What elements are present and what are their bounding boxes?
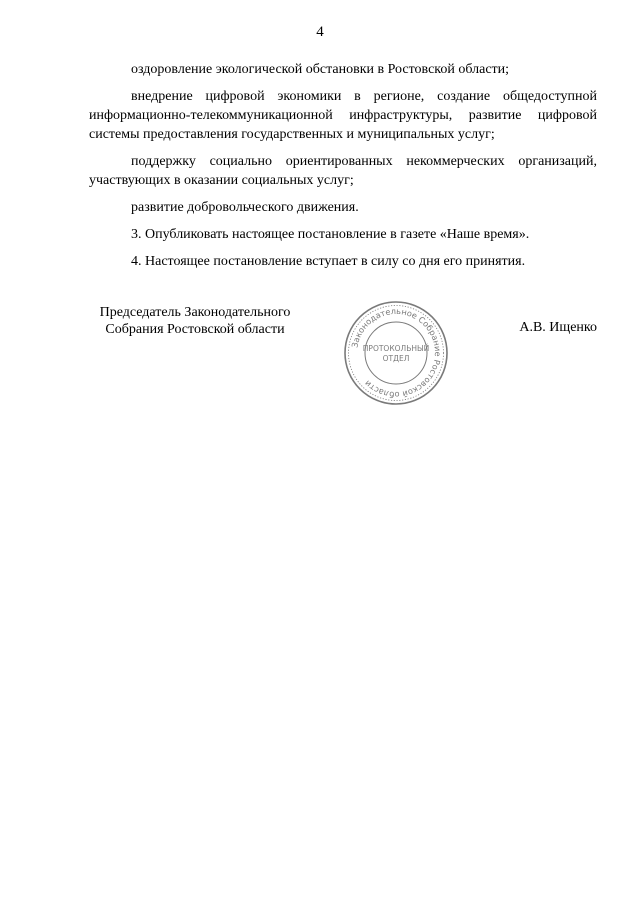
signer-title: [89, 304, 301, 338]
seal-ring-text: Законодательное Собрание Ростовской области: [349, 305, 444, 401]
signature-block: [89, 300, 597, 410]
seal-outer-ring: [345, 302, 447, 404]
signer-title-line-2: Собрания Ростовской области: [105, 322, 285, 337]
paragraph-nonprofit-support: поддержку социально ориентированных некоммерческих организаций, участвующих в оказании социальных услуг;: [89, 154, 597, 188]
seal-inner-ring: [362, 322, 430, 384]
paragraph-effective-date: 4. Настоящее постановление вступает в силу со дня его принятия.: [131, 254, 526, 269]
paragraph-digital-economy: внедрение цифровой экономики в регионе, создание общедоступной информационно-телекоммуникационной инфраструктуры, развитие цифровой системы предоставления государственных и муниципальных услуг;: [89, 89, 597, 142]
signer-title-line-1: Председатель Законодательного: [99, 305, 291, 320]
signer-name: А.В. Ищенко: [519, 320, 597, 335]
document-body: [89, 60, 597, 279]
paragraph-ecology: оздоровление экологической обстановки в Ростовской области;: [131, 62, 510, 77]
seal-inner-text-line-2: ОТДЕЛ: [382, 354, 410, 363]
page-number: 4: [316, 24, 324, 40]
paragraph-publication: 3. Опубликовать настоящее постановление в газете «Наше время».: [131, 227, 530, 242]
paragraph-volunteer-movement: развитие добровольческого движения.: [131, 200, 359, 215]
official-seal-stamp: [343, 300, 449, 406]
seal-inner-text-line-1: ПРОТОКОЛЬНЫЙ: [362, 344, 430, 353]
